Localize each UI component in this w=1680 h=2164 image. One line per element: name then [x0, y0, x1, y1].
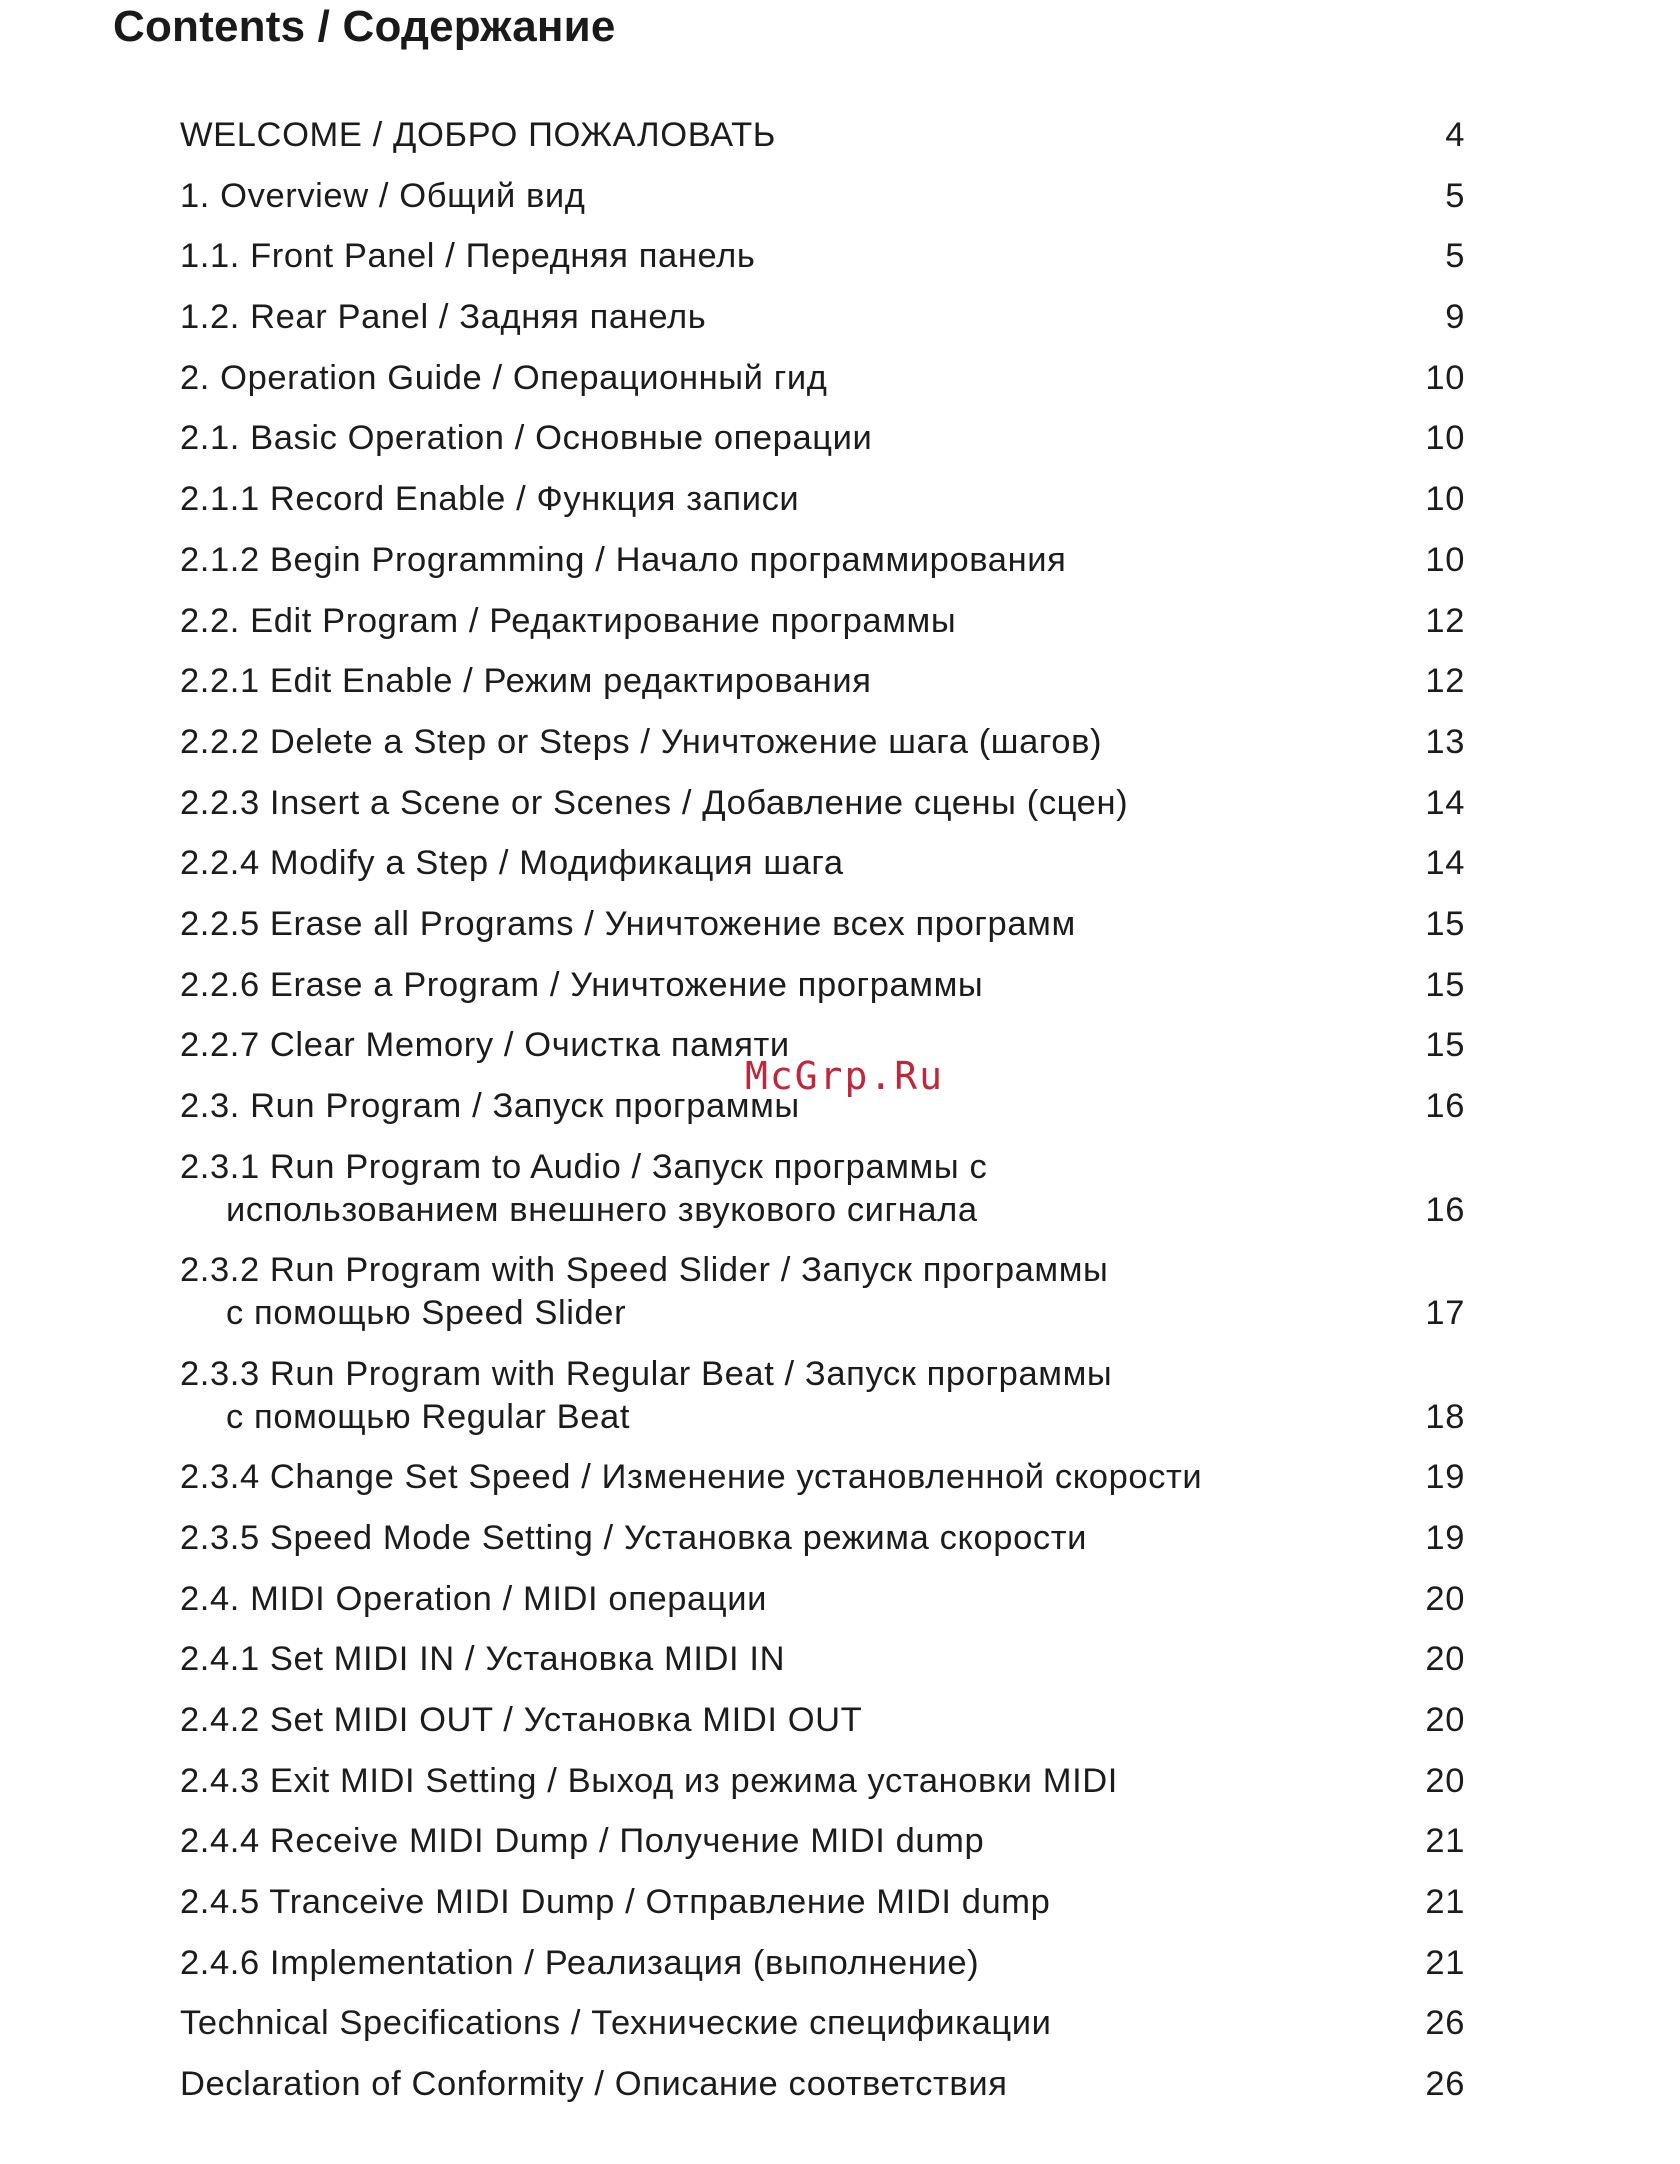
- toc-entry[interactable]: [180, 1699, 1465, 1742]
- toc-entry-page-number: 21: [1425, 1822, 1465, 1861]
- toc-entry[interactable]: [180, 2063, 1465, 2106]
- toc-entry-page-number: 5: [1445, 237, 1465, 276]
- toc-entry-title: 2.4.6 Implementation / Реализация (выполнение): [180, 1943, 980, 1982]
- toc-entry-title: 2.1.2 Begin Programming / Начало программирования: [180, 540, 1067, 579]
- toc-entry-title-continued: с помощью Speed Slider: [226, 1294, 627, 1333]
- toc-entry-page-number: 16: [1425, 1087, 1465, 1125]
- toc-entry[interactable]: [180, 1578, 1465, 1621]
- toc-entry-page-number: 5: [1445, 176, 1465, 215]
- toc-entry-page-number: 15: [1425, 965, 1465, 1004]
- toc-entry[interactable]: [180, 1820, 1465, 1863]
- toc-entry-title: 1. Overview / Общий вид: [180, 176, 586, 215]
- toc-entry-title: 2. Operation Guide / Операционный гид: [180, 358, 828, 397]
- toc-entry-page-number: 14: [1425, 844, 1465, 883]
- toc-entry[interactable]: [180, 1146, 1465, 1232]
- toc-entry[interactable]: [180, 175, 1465, 218]
- toc-entry-page-number: 13: [1425, 722, 1465, 761]
- toc-entry[interactable]: [180, 1517, 1465, 1560]
- toc-entry-page-number: 17: [1425, 1294, 1465, 1333]
- toc-entry-title: WELCOME / ДОБРО ПОЖАЛОВАТЬ: [180, 116, 777, 154]
- toc-entry-page-number: 19: [1425, 1518, 1465, 1557]
- toc-entry[interactable]: [180, 478, 1465, 521]
- toc-entry[interactable]: [180, 357, 1465, 400]
- toc-entry-title: 2.4.5 Tranceive MIDI Dump / Отправление MIDI dump: [180, 1883, 1051, 1921]
- toc-entry-title: 2.4.4 Receive MIDI Dump / Получение MIDI dump: [180, 1822, 985, 1861]
- toc-entry-title: 1.2. Rear Panel / Задняя панель: [180, 298, 707, 337]
- toc-entry[interactable]: [180, 1760, 1465, 1803]
- table-of-contents: [180, 114, 1465, 2124]
- toc-entry-page-number: 10: [1425, 480, 1465, 519]
- toc-entry-page-number: 10: [1425, 419, 1465, 458]
- toc-entry-title: Declaration of Conformity / Описание соответствия: [180, 2065, 1008, 2104]
- toc-entry[interactable]: [180, 1456, 1465, 1499]
- toc-entry[interactable]: [180, 964, 1465, 1007]
- toc-entry[interactable]: [180, 417, 1465, 460]
- toc-entry-page-number: 10: [1425, 540, 1465, 579]
- toc-entry[interactable]: [180, 1942, 1465, 1985]
- toc-entry-title: 2.3. Run Program / Запуск программы: [180, 1087, 800, 1125]
- toc-entry-title: 2.4.3 Exit MIDI Setting / Выход из режима установки MIDI: [180, 1761, 1118, 1800]
- toc-entry[interactable]: [180, 782, 1465, 825]
- toc-entry-title: 2.2.2 Delete a Step or Steps / Уничтожение шага (шагов): [180, 722, 1103, 761]
- toc-entry-title: 2.3.5 Speed Mode Setting / Установка режима скорости: [180, 1518, 1088, 1557]
- toc-entry-title: 2.3.4 Change Set Speed / Изменение установленной скорости: [180, 1458, 1203, 1497]
- toc-entry-title: 2.4. MIDI Operation / MIDI операции: [180, 1579, 767, 1618]
- toc-entry-title: 2.1.1 Record Enable / Функция записи: [180, 480, 800, 519]
- toc-entry[interactable]: [180, 842, 1465, 885]
- toc-entry-title: 2.3.1 Run Program to Audio / Запуск программы с: [180, 1147, 988, 1186]
- toc-entry[interactable]: [180, 1881, 1465, 1924]
- toc-entry[interactable]: [180, 903, 1465, 946]
- toc-entry-page-number: 10: [1425, 358, 1465, 397]
- toc-entry-page-number: 4: [1445, 116, 1465, 154]
- toc-entry-title-continued: использованием внешнего звукового сигнала: [226, 1190, 978, 1229]
- watermark: McGrp.Ru: [745, 1054, 945, 1098]
- toc-entry-page-number: 16: [1425, 1190, 1465, 1229]
- toc-entry[interactable]: [180, 721, 1465, 764]
- toc-entry[interactable]: [180, 296, 1465, 339]
- toc-entry-page-number: 26: [1425, 2065, 1465, 2104]
- toc-entry-title: 2.2.5 Erase all Programs / Уничтожение всех программ: [180, 904, 1076, 943]
- toc-entry[interactable]: [180, 1249, 1465, 1335]
- toc-entry-title: 2.3.2 Run Program with Speed Slider / Запуск программы: [180, 1251, 1109, 1290]
- toc-entry-title: 2.2.1 Edit Enable / Режим редактирования: [180, 662, 872, 701]
- toc-entry[interactable]: [180, 1353, 1465, 1439]
- toc-entry[interactable]: [180, 600, 1465, 643]
- toc-entry[interactable]: [180, 235, 1465, 278]
- toc-entry-title: 2.2.7 Clear Memory / Очистка памяти: [180, 1026, 790, 1065]
- toc-entry-title: 1.1. Front Panel / Передняя панель: [180, 237, 756, 276]
- toc-entry[interactable]: [180, 114, 1465, 157]
- toc-entry-title: Technical Specifications / Технические спецификации: [180, 2004, 1052, 2043]
- toc-entry-page-number: 20: [1425, 1579, 1465, 1618]
- toc-entry[interactable]: [180, 2002, 1465, 2045]
- toc-entry-page-number: 20: [1425, 1700, 1465, 1739]
- toc-entry-page-number: 12: [1425, 662, 1465, 701]
- toc-entry[interactable]: [180, 1638, 1465, 1681]
- toc-entry-page-number: 18: [1425, 1397, 1465, 1436]
- page-title: Contents / Содержание: [113, 2, 616, 51]
- toc-entry[interactable]: [180, 660, 1465, 703]
- toc-entry-title: 2.2.4 Modify a Step / Модификация шага: [180, 844, 844, 883]
- toc-entry-page-number: 15: [1425, 904, 1465, 943]
- toc-entry-title: 2.1. Basic Operation / Основные операции: [180, 419, 873, 458]
- toc-entry-page-number: 15: [1425, 1026, 1465, 1065]
- toc-entry-page-number: 9: [1445, 298, 1465, 337]
- toc-entry-page-number: 20: [1425, 1761, 1465, 1800]
- toc-entry[interactable]: [180, 539, 1465, 582]
- toc-entry-title: 2.4.1 Set MIDI IN / Установка MIDI IN: [180, 1640, 786, 1679]
- toc-entry-title: 2.2. Edit Program / Редактирование программы: [180, 601, 957, 640]
- toc-entry-page-number: 26: [1425, 2004, 1465, 2043]
- toc-entry-page-number: 14: [1425, 783, 1465, 822]
- toc-entry-title-continued: с помощью Regular Beat: [226, 1397, 631, 1436]
- toc-entry-page-number: 21: [1425, 1883, 1465, 1921]
- toc-entry-title: 2.4.2 Set MIDI OUT / Установка MIDI OUT: [180, 1700, 863, 1739]
- toc-entry-title: 2.3.3 Run Program with Regular Beat / Запуск программы: [180, 1354, 1113, 1393]
- toc-entry-title: 2.2.3 Insert a Scene or Scenes / Добавление сцены (сцен): [180, 783, 1129, 822]
- toc-entry-page-number: 21: [1425, 1943, 1465, 1982]
- toc-entry-page-number: 19: [1425, 1458, 1465, 1497]
- toc-entry-title: 2.2.6 Erase a Program / Уничтожение программы: [180, 965, 984, 1004]
- toc-entry-page-number: 20: [1425, 1640, 1465, 1679]
- toc-entry-page-number: 12: [1425, 601, 1465, 640]
